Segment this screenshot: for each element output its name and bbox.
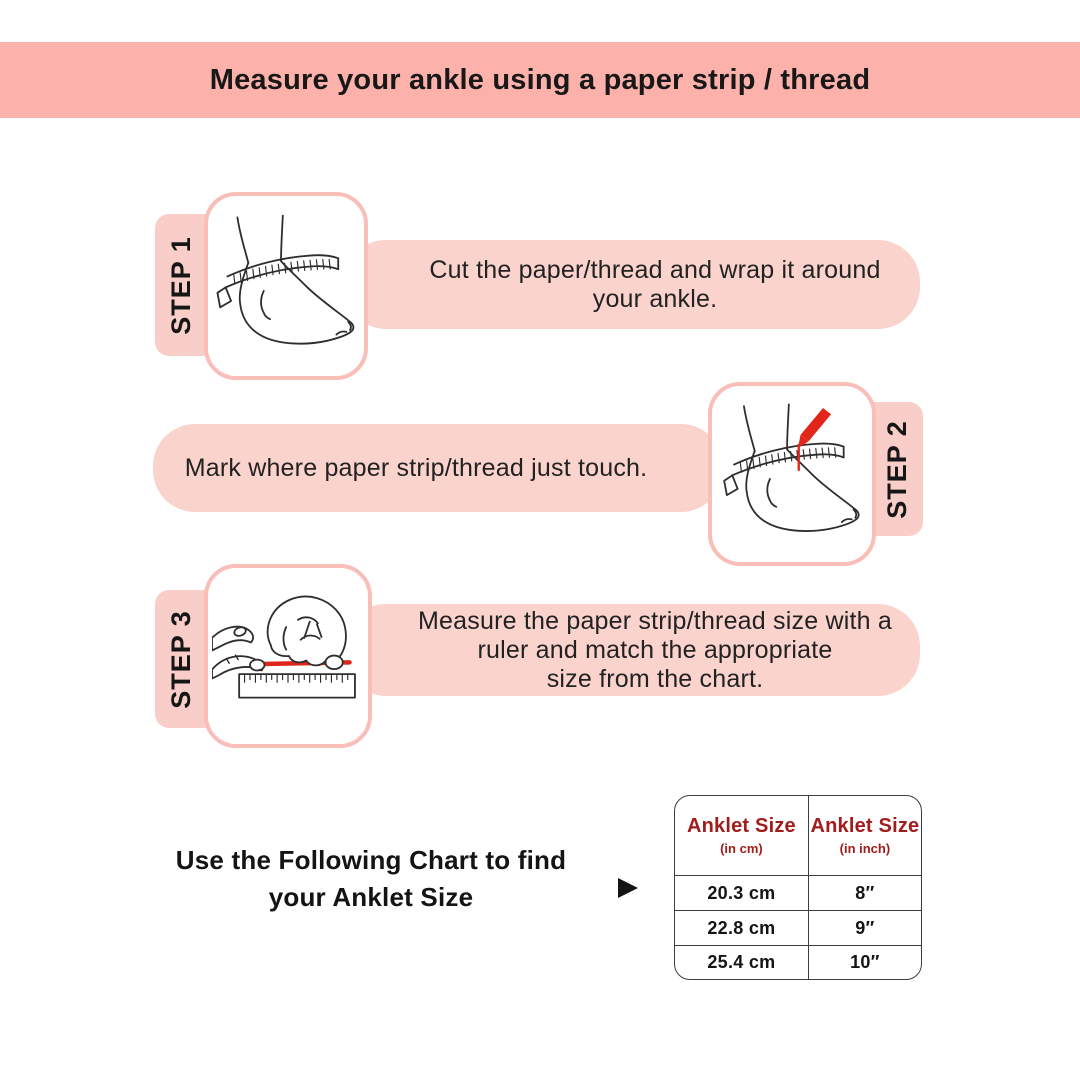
step-2-instruction-text: Mark where paper strip/thread just touch. [184,453,648,482]
step-2-label: STEP 2 [882,419,912,519]
step-1-instruction-bubble [344,240,920,329]
step-2-icon-box [708,382,876,566]
step-1-icon-box [204,192,368,380]
step-3-instruction-text: Measure the paper strip/thread size with a [418,606,892,635]
ankle-tape-marked-with-red-pencil-icon [716,390,868,558]
column-header-cm: Anklet Size (in cm) [686,815,796,856]
step-3-label: STEP 3 [165,609,196,709]
step-1-label: STEP 1 [165,235,196,335]
step-3-icon-box [204,564,372,748]
title-banner [0,42,1080,118]
table-cell: 25.4 cm [675,945,808,979]
table-cell: 20.3 cm [675,875,808,910]
chart-heading-line: Use the Following Chart to find [175,845,567,875]
step-1-instruction-text: your ankle. [592,284,718,313]
page-title: Measure your ankle using a paper strip / thread [209,63,871,96]
red-pencil-mark [798,408,831,471]
step-3-instruction-text: size from the chart. [546,664,764,693]
table-cell: 9″ [808,910,921,945]
table-cell: 10″ [808,945,921,979]
hands-measuring-red-thread-with-ruler-icon [212,572,364,740]
step-3-instruction-text: ruler and match the appropriate [477,635,833,664]
table-cell: 22.8 cm [675,910,808,945]
chart-heading [118,842,624,916]
step-1-instruction-text: Cut the paper/thread and wrap it around [429,255,881,284]
ankle-with-measuring-tape-icon [212,200,360,372]
column-header-inch: Anklet Size (in inch) [808,796,921,875]
step-3-instruction-bubble [344,604,920,696]
step-2-instruction-bubble [153,424,723,512]
chart-heading-line: your Anklet Size [268,882,474,912]
size-chart-table [674,795,922,980]
table-cell: 8″ [808,875,921,910]
arrow-right-icon [618,878,638,898]
